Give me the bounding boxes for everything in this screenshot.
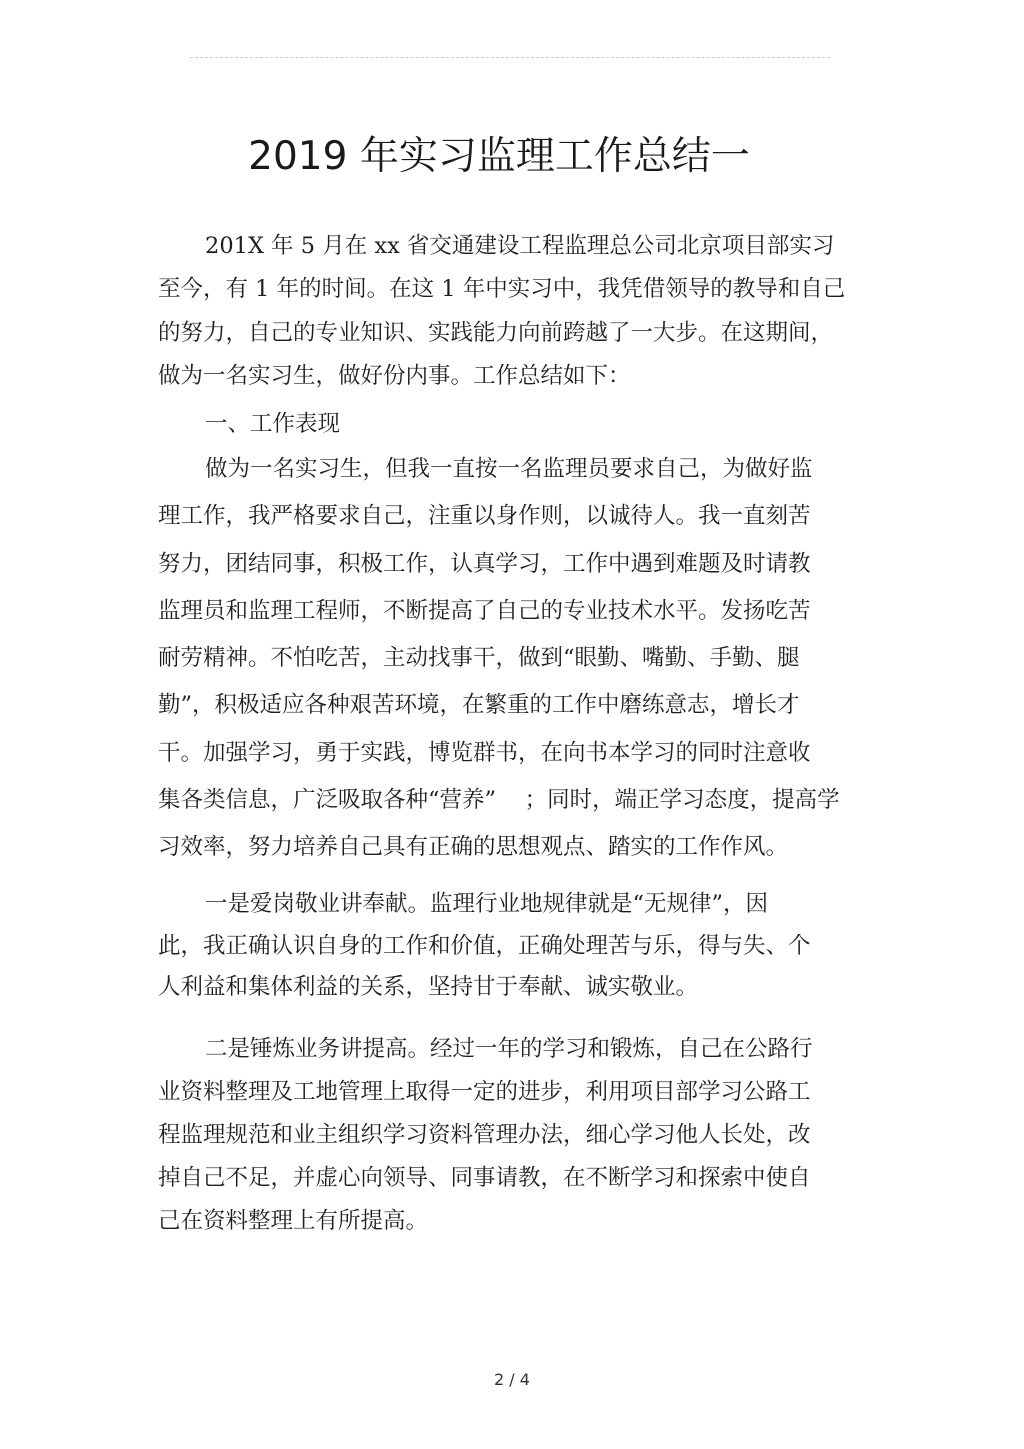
paragraph-line: 努力，团结同事，积极工作，认真学习，工作中遇到难题及时请教 [158, 550, 811, 577]
paragraph-line: 习效率，努力培养自己具有正确的思想观点、踏实的工作作风。 [158, 834, 789, 860]
paragraph-line: 程监理规范和业主组织学习资料管理办法，细心学习他人长处，改 [158, 1122, 811, 1148]
paragraph-line: 一是爱岗敬业讲奉献。监理行业地规律就是“无规律”，因 [205, 891, 769, 917]
paragraph-point-one [158, 884, 858, 1009]
paragraph-line: 做为一名实习生，做好份内事。工作总结如下： [158, 362, 631, 389]
paragraph-line: 至今，有 1 年的时间。在这 1 年中实习中，我凭借领导的教导和自己 [158, 276, 846, 303]
paragraph-line: 己在资料整理上有所提高。 [158, 1208, 429, 1234]
paragraph-line: 做为一名实习生，但我一直按一名监理员要求自己，为做好监 [205, 456, 813, 482]
page-indicator: 2 / 4 [494, 1370, 530, 1389]
paragraph-line: 此，我正确认识自身的工作和价值，正确处理苦与乐，得与失、个 [158, 932, 811, 959]
paragraph-line: 二是锤炼业务讲提高。经过一年的学习和锻炼，自己在公路行 [205, 1036, 813, 1062]
paragraph-line: 理工作，我严格要求自己，注重以身作则，以诚待人。我一直刻苦 [158, 503, 811, 530]
paragraph-line: 勤”，积极适应各种艰苦环境，在繁重的工作中磨练意志，增长才 [158, 692, 800, 719]
paragraph-line: 的努力，自己的专业知识、实践能力向前跨越了一大步。在这期间， [158, 319, 834, 346]
paragraph-line: 干。加强学习，勇于实践，博览群书，在向书本学习的同时注意收 [158, 739, 811, 766]
paragraph-line: 监理员和监理工程师，不断提高了自己的专业技术水平。发扬吃苦 [158, 597, 811, 624]
paragraph-intro [158, 225, 858, 398]
header-rule [190, 57, 830, 58]
paragraph-line: 业资料整理及工地管理上取得一定的进步，利用项目部学习公路工 [158, 1079, 811, 1105]
paragraph-work-performance [158, 446, 858, 871]
paragraph-line: 人利益和集体利益的关系，坚持甘于奉献、诚实敬业。 [158, 974, 699, 1000]
paragraph-line: 掉自己不足，并虚心向领导、同事请教，在不断学习和探索中使自 [158, 1165, 811, 1191]
section-heading-text: 一、工作表现 [205, 411, 341, 437]
paragraph-point-two [158, 1028, 858, 1243]
document-title: 2019 年实习监理工作总结一 [248, 134, 750, 179]
paragraph-line: 201X 年 5 月在 xx 省交通建设工程监理总公司北京项目部实习 [205, 233, 835, 259]
paragraph-line: 集各类信息，广泛吸取各种“营养” ；同时，端正学习态度，提高学 [158, 786, 840, 813]
section-heading [158, 401, 858, 447]
paragraph-line: 耐劳精神。不怕吃苦，主动找事干，做到“眼勤、嘴勤、手勤、腿 [158, 645, 800, 671]
